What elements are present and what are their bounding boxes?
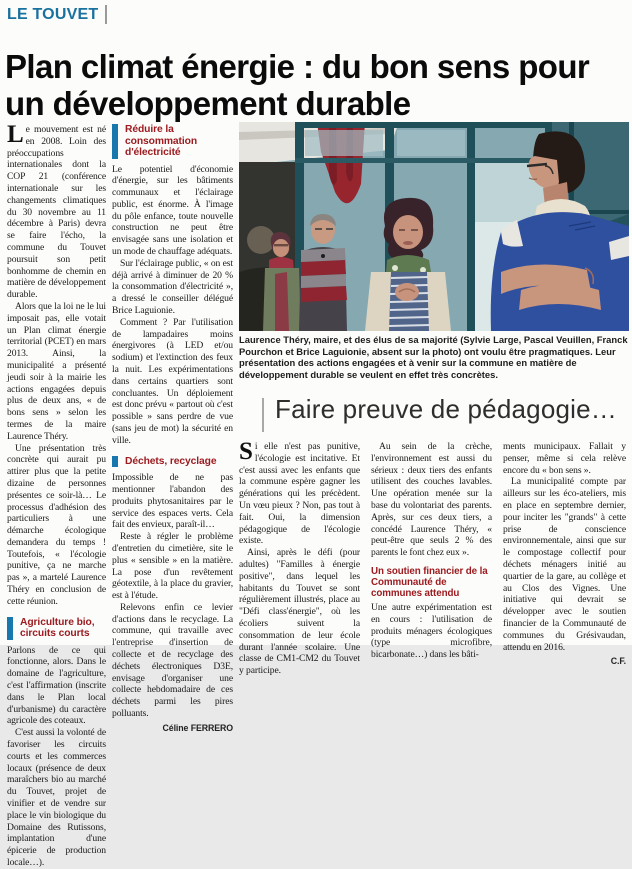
section-kicker <box>7 5 107 24</box>
paragraph: Au sein de la crèche, l'environnement est aussi du sérieux : deux tiers des enfants utilisent des couches lavables. Une opération menée sur la base du volontariat des parents. Après, sur ces deux tiers, a concédé Laurence Théry, « peut-être que seuls 2 % des parents le font chez eux ». <box>371 441 492 559</box>
pedagogie-column-3 <box>503 441 626 668</box>
photo-illustration <box>239 122 629 331</box>
paragraph: Le potentiel d'économie d'énergie, sur les bâtiments communaux et l'éclairage public, est énorme. À l'image du pôle enfance, toute nouvelle construction ne peut être envisagée sans une isolation et un mode de chauffage adéquats. <box>112 163 233 258</box>
subhead-label: Agriculture bio, circuits courts <box>20 616 95 640</box>
paragraph: Alors que la loi ne le lui imposait pas, elle votait un Plan climat énergie territorial (PCET) en mars 2013. Ainsi, la municipalité a présenté jeudi soir à la mairie les actions engagées depuis plus de deux ans, « de bons sens » selon les termes de la maire Laurence Théry. <box>7 300 106 442</box>
kicker-label: LE TOUVET <box>7 5 99 23</box>
subhead-agriculture <box>7 617 106 640</box>
article-photo <box>239 122 629 331</box>
paragraph: ments municipaux. Fallait y penser, même si cela relève encore du « bon sens ». <box>503 441 626 476</box>
section-title-rule <box>262 398 264 432</box>
subhead-dechets <box>112 456 233 468</box>
subhead-label: Déchets, recyclage <box>125 455 217 467</box>
paragraph: Impossible de ne pas mentionner l'abandon des produits phytosanitaires par le service des espaces verts. Cela fait des envieux, paraît-il… <box>112 472 233 531</box>
paragraph: Relevons enfin ce levier d'actions dans le recyclage. La commune, qui travaille avec l'entreprise d'insertion de collecte et de recyclage des déchets électroniques D3E, envisage d'organiser une collecte hebdomadaire de ces déchets parmi les pires polluants. <box>112 601 233 720</box>
subhead-soutien: Un soutien financier de la Communauté de communes attendu <box>371 565 488 599</box>
article-headline: Plan climat énergie : du bon sens pour un développement durable <box>5 48 590 123</box>
pedagogie-column-1 <box>239 438 360 677</box>
kicker-divider <box>105 5 107 24</box>
article-column-2 <box>112 124 233 735</box>
blue-bar-icon <box>112 456 118 468</box>
article-column-1 <box>7 121 106 869</box>
paragraph: Si elle n'est pas punitive, l'écologie est incitative. Et c'est aussi avec les enfants que la commune espère gagner les générations qui les précèdent. Un vœu pieux ? Non, pas tout à fait. Oui, la dimension pédagogique de l'écologie existe. <box>239 438 360 547</box>
paragraph: Parlons de ce qui fonctionne, alors. Dans le domaine de l'agriculture, c'est l'affirmation (inscrite dans le Plan local d'urbanisme) du caractère agricole des coteaux. <box>7 644 106 727</box>
section-title: Faire preuve de pédagogie… <box>275 394 617 424</box>
paragraph: Une présentation très concrète qui aurait pu attirer plus que la petite dizaine de personnes présentes ce soir-là… Le processus d'adhésion des particuliers à une démarche écologique demandera du temps ! Toutefois, « l'écologie punitive, ça ne marche pas », a martelé Laurence Théry en conclusion de cette réunion. <box>7 442 106 607</box>
paragraph: Sur l'éclairage public, « on est déjà arrivé à diminuer de 20 % la consommation d'électricité », a dressé le conseiller délégué Brice Laguionie. <box>112 257 233 317</box>
paragraph: La municipalité compte par ailleurs sur les éco-ateliers, mis en place en septembre dernier, pour inciter les "grands" à cette prise de conscience environnementale, ainsi que sur le compostage collectif pour déchets ménagers initié au quartier de la gare, au collège et au Clos des Vignes. Une initiative qui devrait se développer avec le soutien financier de la Communauté de communes du Grésivaudan, attendu en 2016. <box>503 476 626 653</box>
paragraph: C'est aussi la volonté de favoriser les circuits courts et les commerces locaux (présence de deux maraîchers bio au marché du Touvet, projet de vinifier et de vendre sur place le vin biologique du Domaine des Rutissons, implantation d'une épicerie de production locale…). <box>7 727 106 869</box>
paragraph: Une autre expérimentation est en cours : l'utilisation de produits ménagers écologiques (type microfibre, bicarbonate…) dans les bâti- <box>371 601 492 661</box>
paragraph: Reste à régler le problème d'entretien du cimetière, site le plus « sensible » en la matière. La pose d'un revêtement géotextile, à la place du gravier, est à l'étude. <box>112 531 233 602</box>
paragraph: Ainsi, après le défi (pour adultes) "Familles à énergie positive", dans lequel les habitants du Touvet se sont régulièrement illustrés, place au "Défi class'énergie", où les écoliers suivent la consommation de leur école durant l'année scolaire. Une classe de CM1-CM2 du Touvet y participe. <box>239 547 360 677</box>
paragraph: Comment ? Par l'utilisation de lampadaires moins énergivores (à LED et/ou sodium) et l'extinction des feux la nuit. Les expérimentations dans certains quartiers sont concluantes. Un déploiement est donc prévu « partout où c'est possible » sans perdre de vue (sans jeu de mot) la sécurité en ville. <box>112 316 233 446</box>
paragraph: Le mouvement est né en 2008. Loin des préoccupations internationales dont la COP 21 (conférence internationale sur les changements climatiques du 30 novembre au 11 décembre à Paris) devra se faire l'écho, la commune du Touvet poursuit son petit bonhomme de chemin en matière de développement durable. <box>7 121 106 301</box>
author-initials: C.F. <box>610 656 626 667</box>
photo-caption: Laurence Théry, maire, et des élus de sa majorité (Sylvie Large, Pascal Veuillen, Franck Pourchon et Brice Laguionie, absent sur la photo) ont voulu être pragmatiques. Leur présentation des actions engagées et à venir sur la commune en matière de développement durable se veulent en effet très concrètes. <box>239 334 628 380</box>
pedagogie-column-2 <box>371 441 492 661</box>
subhead-label: Réduire la consommation d'électricité <box>125 124 198 158</box>
subhead-electricite <box>112 124 233 159</box>
blue-bar-icon <box>7 617 13 640</box>
blue-bar-icon <box>112 124 118 159</box>
author-byline: Céline FERRERO <box>162 722 233 733</box>
